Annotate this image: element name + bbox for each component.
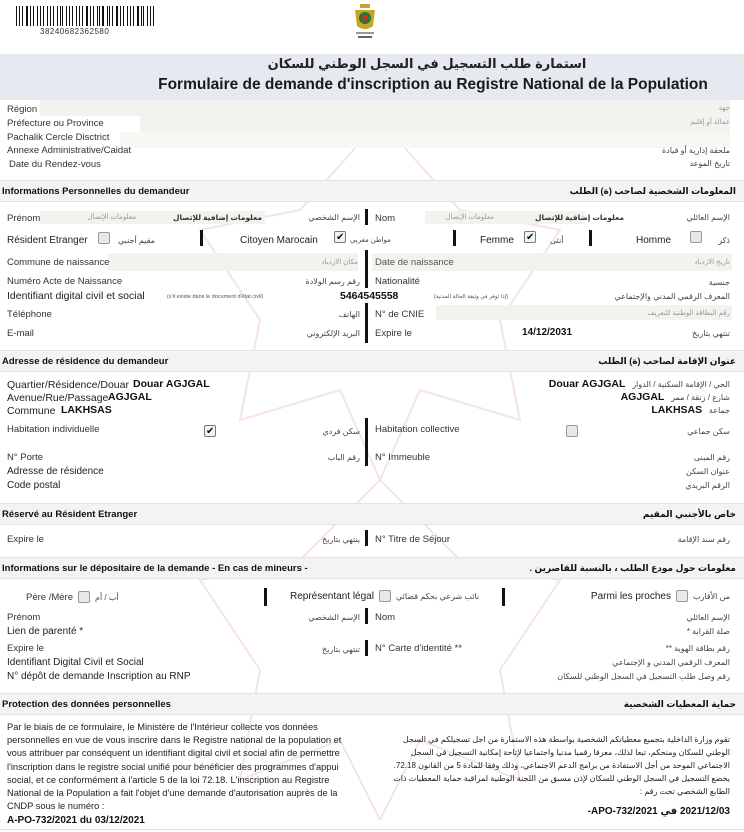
barcode-bar bbox=[66, 6, 67, 26]
commune-row-ar bbox=[651, 404, 730, 416]
commune-naissance-field[interactable] bbox=[108, 253, 358, 271]
femme-label-ar: أنثى bbox=[550, 236, 564, 245]
nom-extra-info-ar: معلومات إضافية للإتصال bbox=[534, 213, 624, 222]
pere-mere-option[interactable] bbox=[26, 591, 119, 603]
porte-label: N° Porte bbox=[7, 452, 44, 463]
postal-label: Code postal bbox=[7, 480, 61, 491]
section-title-ar: خاص بالأجنبي المقيم bbox=[642, 509, 736, 519]
quartier-label-ar: الحي / الإقامة السكنية / الدوار bbox=[632, 380, 730, 389]
barcode-bar bbox=[82, 6, 83, 26]
separator bbox=[365, 608, 368, 624]
coat-of-arms-icon bbox=[352, 2, 378, 42]
expire-label: Expire le bbox=[375, 328, 412, 339]
nationalite-label-ar: جنسية bbox=[708, 278, 730, 287]
idcs-label-ar: المعرف الرقمي المدني والإجتماعي bbox=[614, 292, 730, 301]
representant-legal-checkbox[interactable] bbox=[379, 590, 391, 602]
hab-individuelle-label-ar: سكن فردي bbox=[322, 427, 360, 436]
barcode-bar bbox=[127, 6, 129, 26]
quartier-label: Quartier/Résidence/Douar bbox=[7, 379, 129, 391]
separator bbox=[502, 588, 505, 606]
barcode-bar bbox=[69, 6, 70, 26]
hab-collective-label-ar: سكن جماعي bbox=[687, 427, 730, 436]
title-french: Formulaire de demande d'inscription au Registre National de la Population bbox=[158, 76, 708, 93]
barcode-bar bbox=[130, 6, 131, 26]
barcode bbox=[16, 6, 156, 26]
barcode-bar bbox=[147, 6, 148, 26]
section-title-ar: حماية المعطيات الشخصية bbox=[623, 699, 736, 709]
avenue-value-ar-side: AGJGAL bbox=[620, 391, 665, 403]
barcode-bar bbox=[99, 6, 100, 26]
foreign-expire-label-ar: ينتهي بتاريخ bbox=[322, 535, 360, 544]
acte-naissance-label: Numéro Acte de Naissance bbox=[7, 276, 123, 287]
barcode-bar bbox=[62, 6, 63, 26]
homme-label-ar: ذكر bbox=[718, 236, 730, 245]
barcode-bar bbox=[53, 6, 54, 26]
avenue-value: AGJGAL bbox=[108, 391, 152, 403]
telephone-label: Téléphone bbox=[7, 309, 52, 320]
pere-mere-checkbox[interactable] bbox=[78, 591, 90, 603]
porte-label-ar: رقم الباب bbox=[327, 453, 360, 462]
separator bbox=[365, 640, 368, 656]
avenue-label: Avenue/Rue/Passage bbox=[7, 392, 109, 404]
barcode-bar bbox=[120, 6, 121, 26]
barcode-bar bbox=[112, 6, 113, 26]
barcode-bar bbox=[109, 6, 110, 26]
femme-label: Femme bbox=[480, 235, 514, 246]
barcode-bar bbox=[33, 6, 34, 26]
dep-nom-label-ar: الإسم العائلي bbox=[686, 613, 730, 622]
dep-prenom-label: Prénom bbox=[7, 612, 41, 623]
region-label: Région bbox=[7, 104, 38, 115]
barcode-bar bbox=[37, 6, 39, 26]
immeuble-label: N° Immeuble bbox=[375, 452, 431, 463]
lien-parente-label-ar: صلة القرابة * bbox=[686, 627, 730, 636]
section-personal-info bbox=[0, 180, 744, 202]
prefecture-label-ar: عمالة أو إقليم bbox=[690, 119, 730, 126]
rdv-label: Date du Rendez-vous bbox=[9, 159, 101, 170]
immeuble-label-ar: رقم المبنى bbox=[693, 453, 730, 462]
representant-label: Représentant légal bbox=[290, 590, 374, 602]
email-label-ar: البريد الإلكتروني bbox=[306, 329, 360, 338]
section-title-fr: Informations sur le dépositaire de la demande - En cas de mineurs - bbox=[2, 563, 308, 574]
prenom-label-ar: الإسم الشخصي bbox=[308, 213, 360, 222]
barcode-bar bbox=[150, 6, 151, 26]
cnie-placeholder-ar: رقم البطاقة الوطنية للتعريف bbox=[647, 310, 730, 317]
barcode-bar bbox=[141, 6, 142, 26]
hab-collective-label: Habitation collective bbox=[375, 424, 460, 435]
annexe-label: Annexe Administrative/Caidat bbox=[7, 145, 132, 156]
quartier-value-ar-side: Douar AGJGAL bbox=[548, 378, 626, 390]
barcode-bar bbox=[26, 6, 28, 26]
barcode-bar bbox=[43, 6, 44, 26]
idcs-label: Identifiant digital civil et social bbox=[7, 290, 145, 302]
dep-nom-label: Nom bbox=[375, 612, 396, 623]
section-title-fr: Informations Personnelles du demandeur bbox=[2, 186, 190, 197]
section-title-fr: Adresse de résidence du demandeur bbox=[2, 356, 169, 367]
avenue-row-ar bbox=[621, 391, 730, 403]
depot-label: N° dépôt de demande Inscription au RNP bbox=[7, 671, 191, 682]
acte-naissance-label-ar: رقم رسم الولادة bbox=[305, 277, 360, 286]
barcode-bar bbox=[19, 6, 20, 26]
femme-checkbox[interactable] bbox=[524, 231, 536, 243]
expire-value: 14/12/2031 bbox=[522, 327, 573, 338]
section-title-ar: معلومات حول مودع الطلب ، بالنسبة للقاصرين . bbox=[529, 563, 736, 573]
carte-identite-label-ar: رقم بطاقة الهوية ** bbox=[665, 644, 730, 653]
separator bbox=[200, 230, 203, 246]
adresse-label: Adresse de résidence bbox=[7, 466, 104, 477]
barcode-number: 38240682362580 bbox=[40, 27, 110, 36]
commune-label: Commune bbox=[7, 405, 56, 417]
barcode-bar bbox=[153, 6, 154, 26]
prenom-extra-info-ar: معلومات إضافية للإتصال bbox=[172, 213, 262, 222]
barcode-bar bbox=[47, 6, 48, 26]
commune-value-ar-side: LAKHSAS bbox=[651, 404, 703, 416]
nom-label: Nom bbox=[375, 213, 396, 224]
barcode-bar bbox=[90, 6, 91, 26]
resident-etranger-checkbox[interactable] bbox=[98, 232, 110, 244]
barcode-bar bbox=[76, 6, 78, 26]
quartier-value: Douar AGJGAL bbox=[133, 378, 210, 390]
barcode-bar bbox=[102, 6, 104, 26]
idcs-note: (s'il existe dans le document d'état civil) bbox=[167, 294, 264, 300]
separator bbox=[365, 250, 368, 276]
barcode-bar bbox=[123, 6, 124, 26]
region-label-ar: جهة bbox=[718, 105, 730, 112]
title-arabic: استمارة طلب التسجيل في السجل الوطني للسكان bbox=[267, 56, 587, 71]
separator bbox=[365, 418, 368, 466]
cnie-label: N° de CNIE bbox=[375, 309, 425, 320]
barcode-bar bbox=[22, 6, 24, 26]
nationalite-label: Nationalité bbox=[375, 276, 420, 287]
nom-label-ar: الإسم العائلي bbox=[686, 213, 730, 222]
rdv-label-ar: تاريخ الموعد bbox=[689, 159, 730, 168]
barcode-bar bbox=[60, 6, 61, 26]
prefecture-label: Préfecture ou Province bbox=[7, 118, 104, 129]
quartier-row-ar bbox=[549, 378, 730, 390]
prenom-label: Prénom bbox=[7, 213, 41, 224]
separator bbox=[365, 530, 368, 546]
resident-etranger-label-ar: مقيم أجنبي bbox=[118, 236, 155, 245]
idcs-note-ar: (إذا توفر في وثيقة الحالة المدنية) bbox=[433, 294, 508, 300]
pachalik-field[interactable] bbox=[120, 132, 730, 148]
region-field[interactable] bbox=[40, 100, 730, 116]
expire-label-ar: تنتهي بتاريخ bbox=[692, 329, 730, 338]
barcode-bar bbox=[143, 6, 144, 26]
section-privacy bbox=[0, 693, 744, 715]
commune-value: LAKHSAS bbox=[61, 404, 112, 416]
separator bbox=[589, 230, 592, 246]
titre-sejour-label: N° Titre de Séjour bbox=[375, 534, 451, 545]
separator bbox=[264, 588, 267, 606]
citoyen-label-ar: مواطن مغربي bbox=[350, 237, 391, 244]
pachalik-label: Pachalik Cercle Disctrict bbox=[7, 132, 110, 143]
barcode-bar bbox=[133, 6, 135, 26]
section-foreign-resident bbox=[0, 503, 744, 525]
separator bbox=[365, 209, 368, 225]
barcode-bar bbox=[107, 6, 108, 26]
section-title-fr: Protection des données personnelles bbox=[2, 699, 171, 710]
hab-individuelle-label: Habitation individuelle bbox=[7, 424, 100, 435]
barcode-bar bbox=[72, 6, 73, 26]
proches-option[interactable] bbox=[591, 590, 730, 602]
barcode-bar bbox=[93, 6, 94, 26]
barcode-bar bbox=[86, 6, 88, 26]
homme-checkbox[interactable] bbox=[690, 231, 702, 243]
homme-label: Homme bbox=[636, 235, 672, 246]
prefecture-field[interactable] bbox=[140, 116, 730, 132]
privacy-ref-ar: 2021/12/03 في APO-732/2021- bbox=[587, 806, 730, 817]
barcode-bar bbox=[79, 6, 80, 26]
barcode-bar bbox=[50, 6, 51, 26]
separator bbox=[365, 274, 368, 288]
dep-expire-label: Expire le bbox=[7, 643, 44, 654]
lien-parente-label: Lien de parenté * bbox=[7, 626, 84, 637]
representant-label-ar: نائب شرعي بحكم قضائي bbox=[395, 591, 480, 601]
barcode-bar bbox=[137, 6, 139, 26]
privacy-text-fr: Par le biais de ce formulaire, le Ministère de l'Intérieur collecte vos données personnelles en vue de vous inscrire dans le Registre national de la population et vous attribuer par conséquent un identifiant digital civil et social afin de permettre l'inscription dans le registre social unifié pour bénéficier des programmes d'appui social, et ce conformément à l'article 5 de la loi 72.18. L'inscription au Registre National de la Population a fait l'objet d'une demande d'autorisation auprès de la CNDP sous le numéro : bbox=[7, 722, 342, 812]
proches-label: Parmi les proches bbox=[590, 590, 671, 602]
section-address bbox=[0, 350, 744, 372]
section-depositor bbox=[0, 557, 744, 579]
hab-individuelle-checkbox[interactable] bbox=[204, 425, 216, 437]
barcode-bar bbox=[116, 6, 118, 26]
titre-sejour-label-ar: رقم سند الإقامة bbox=[677, 535, 730, 544]
commune-naissance-label: Commune de naissance bbox=[7, 257, 110, 268]
section-title-ar: المعلومات الشخصية لصاحب (ة) الطلب bbox=[569, 186, 736, 196]
adresse-label-ar: عنوان السكن bbox=[686, 467, 730, 476]
citoyen-label: Citoyen Marocain bbox=[240, 235, 318, 246]
telephone-label-ar: الهاتف bbox=[338, 310, 360, 319]
foreign-expire-label: Expire le bbox=[7, 534, 44, 545]
dep-idcs-label-ar: المعرف الرقمي المدني و الإجتماعي bbox=[612, 658, 730, 667]
date-naissance-label: Date de naissance bbox=[375, 257, 454, 268]
commune-label-ar: جماعة bbox=[708, 406, 730, 415]
separator bbox=[453, 230, 456, 246]
depot-label-ar: رقم وصل طلب التسجيل في السجل الوطني للسكان bbox=[557, 672, 730, 681]
nom-extra-placeholder: معلومات الإتصال bbox=[445, 214, 494, 221]
pere-mere-label: Père /Mère bbox=[26, 591, 73, 603]
idcs-value: 5464545558 bbox=[340, 290, 399, 302]
parmi-proches-checkbox[interactable] bbox=[676, 590, 688, 602]
proches-label-ar: من الأقارب bbox=[692, 591, 730, 601]
barcode-bar bbox=[30, 6, 31, 26]
citoyen-marocain-checkbox[interactable] bbox=[334, 231, 346, 243]
barcode-bar bbox=[97, 6, 98, 26]
dep-idcs-label: Identifiant Digital Civil et Social bbox=[7, 657, 144, 668]
date-naissance-placeholder-ar: تاريخ الازدياد bbox=[694, 259, 730, 266]
hab-collective-checkbox[interactable] bbox=[566, 425, 578, 437]
representant-option[interactable] bbox=[290, 590, 479, 602]
barcode-bar bbox=[40, 6, 41, 26]
separator bbox=[365, 303, 368, 343]
section-title-ar: عنوان الإقامة لصاحب (ة) الطلب bbox=[598, 356, 736, 366]
postal-label-ar: الرقم البريدي bbox=[685, 481, 730, 490]
email-label: E-mail bbox=[7, 328, 34, 339]
pere-mere-label-ar: أب / أم bbox=[95, 592, 119, 602]
barcode-bar bbox=[57, 6, 58, 26]
carte-identite-label: N° Carte d'identité ** bbox=[375, 643, 462, 654]
privacy-text-ar: تقوم وزارة الداخلية بتجميع معطياتكم الشخصية بواسطة هذه الاستمارة من اجل تسجيلكم في السجل الوطني للسكان ومنحكم، تبعا لذلك، معرفا رقميا مدنيا واجتماعيا لإتاحة إمكانية التسجيل في السجل الاجتماعي الموحد من أجل الاستفادة من برامج الدعم الاجتماعي، وذلك وفقا للمادة 5 من القانون 72.18. يخضع التسجيل في السجل الوطني للسكان لإذن مسبق من اللجنة الوطنية لمراقبة حماية المعطيات ذات الطابع الشخصي تحت رقم : bbox=[393, 735, 730, 796]
commune-naissance-placeholder-ar: مكان الازدياد bbox=[321, 259, 358, 266]
resident-etranger-label: Résident Etranger bbox=[7, 235, 88, 246]
section-title-fr: Réservé au Résident Etranger bbox=[2, 509, 138, 520]
prenom-extra-placeholder: معلومات الإتصال bbox=[87, 214, 136, 221]
bottom-divider bbox=[0, 829, 744, 830]
dep-prenom-label-ar: الإسم الشخصي bbox=[308, 613, 360, 622]
barcode-bar bbox=[16, 6, 17, 26]
privacy-ref-fr: A-PO-732/2021 du 03/12/2021 bbox=[7, 815, 145, 826]
annexe-label-ar: ملحقة إدارية أو قيادة bbox=[661, 146, 730, 155]
dep-expire-label-ar: تنتهي بتاريخ bbox=[322, 645, 360, 654]
avenue-label-ar: شارع / زنقة / ممر bbox=[671, 393, 730, 402]
